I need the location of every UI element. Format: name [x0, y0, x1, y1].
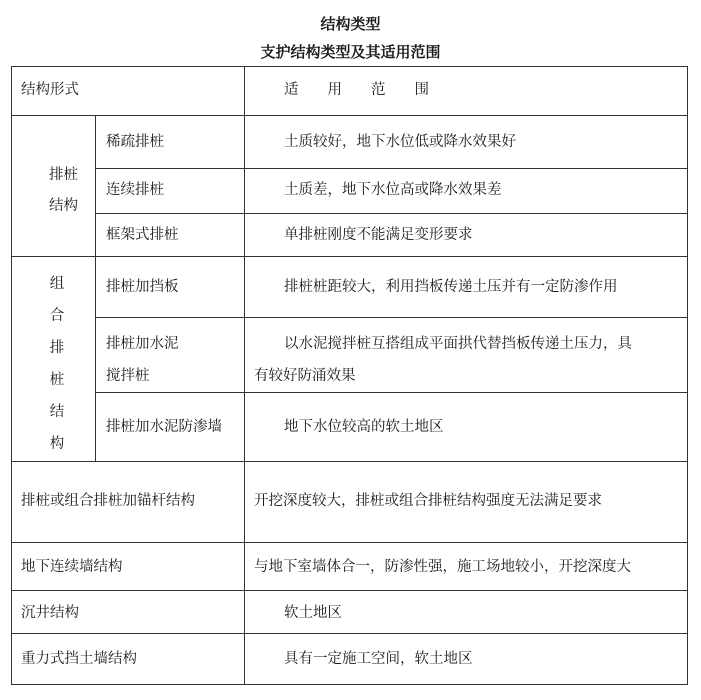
structure-type: 稀疏排桩 [106, 134, 164, 150]
applicable-scope: 土质较好，地下水位低或降水效果好 [284, 134, 516, 150]
row-divider [11, 461, 688, 462]
document-title: 结构类型 [320, 15, 381, 33]
applicable-scope: 具有一定施工空间，软土地区 [284, 651, 473, 667]
structure-type: 排桩加水泥防渗墙 [106, 419, 222, 435]
table-divider-sub [95, 115, 96, 461]
structure-type: 框架式排桩 [106, 227, 179, 243]
table-divider-main [244, 66, 245, 685]
group-label-pile-structure: 排桩 结构 [49, 167, 78, 214]
applicable-scope: 开挖深度较大，排桩或组合排桩结构强度无法满足要求 [254, 493, 602, 509]
applicable-scope: 软土地区 [284, 605, 342, 621]
row-divider [11, 633, 688, 634]
row-divider [95, 392, 688, 393]
applicable-scope: 地下水位较高的软土地区 [284, 419, 444, 435]
structure-type: 地下连续墙结构 [21, 559, 123, 575]
table-border-left [11, 66, 12, 685]
applicable-scope: 土质差，地下水位高或降水效果差 [284, 182, 502, 198]
applicable-scope: 单排桩刚度不能满足变形要求 [284, 227, 473, 243]
table-border-right [687, 66, 688, 685]
row-divider [95, 317, 688, 318]
table-border-bottom [11, 684, 688, 685]
group-label-combined-pile-structure: 组 合 排 桩 结 构 [49, 276, 65, 452]
table-border-top [11, 66, 688, 67]
structure-type: 重力式挡土墙结构 [21, 651, 137, 667]
row-divider [11, 590, 688, 591]
header-structure-form: 结构形式 [21, 82, 79, 98]
structure-type: 连续排桩 [106, 182, 164, 198]
row-divider [95, 213, 688, 214]
row-divider [95, 168, 688, 169]
row-divider [11, 256, 688, 257]
structure-type: 排桩加水泥 搅拌桩 [106, 336, 179, 384]
applicable-scope: 排桩桩距较大，利用挡板传递土压并有一定防渗作用 [284, 279, 618, 295]
row-divider [11, 115, 688, 116]
row-divider [11, 542, 688, 543]
structure-type: 排桩或组合排桩加锚杆结构 [21, 493, 195, 509]
applicable-scope: 与地下室墙体合一，防渗性强，施工场地较小，开挖深度大 [254, 559, 631, 575]
header-applicable-scope: 适 用 范 围 [284, 82, 429, 98]
applicable-scope: 以水泥搅拌桩互搭组成平面拱代替挡板传递土压力，具 有较好防涌效果 [254, 336, 632, 384]
table-caption: 支护结构类型及其适用范围 [260, 43, 441, 61]
structure-type: 排桩加挡板 [106, 279, 179, 295]
structure-type: 沉井结构 [21, 605, 79, 621]
